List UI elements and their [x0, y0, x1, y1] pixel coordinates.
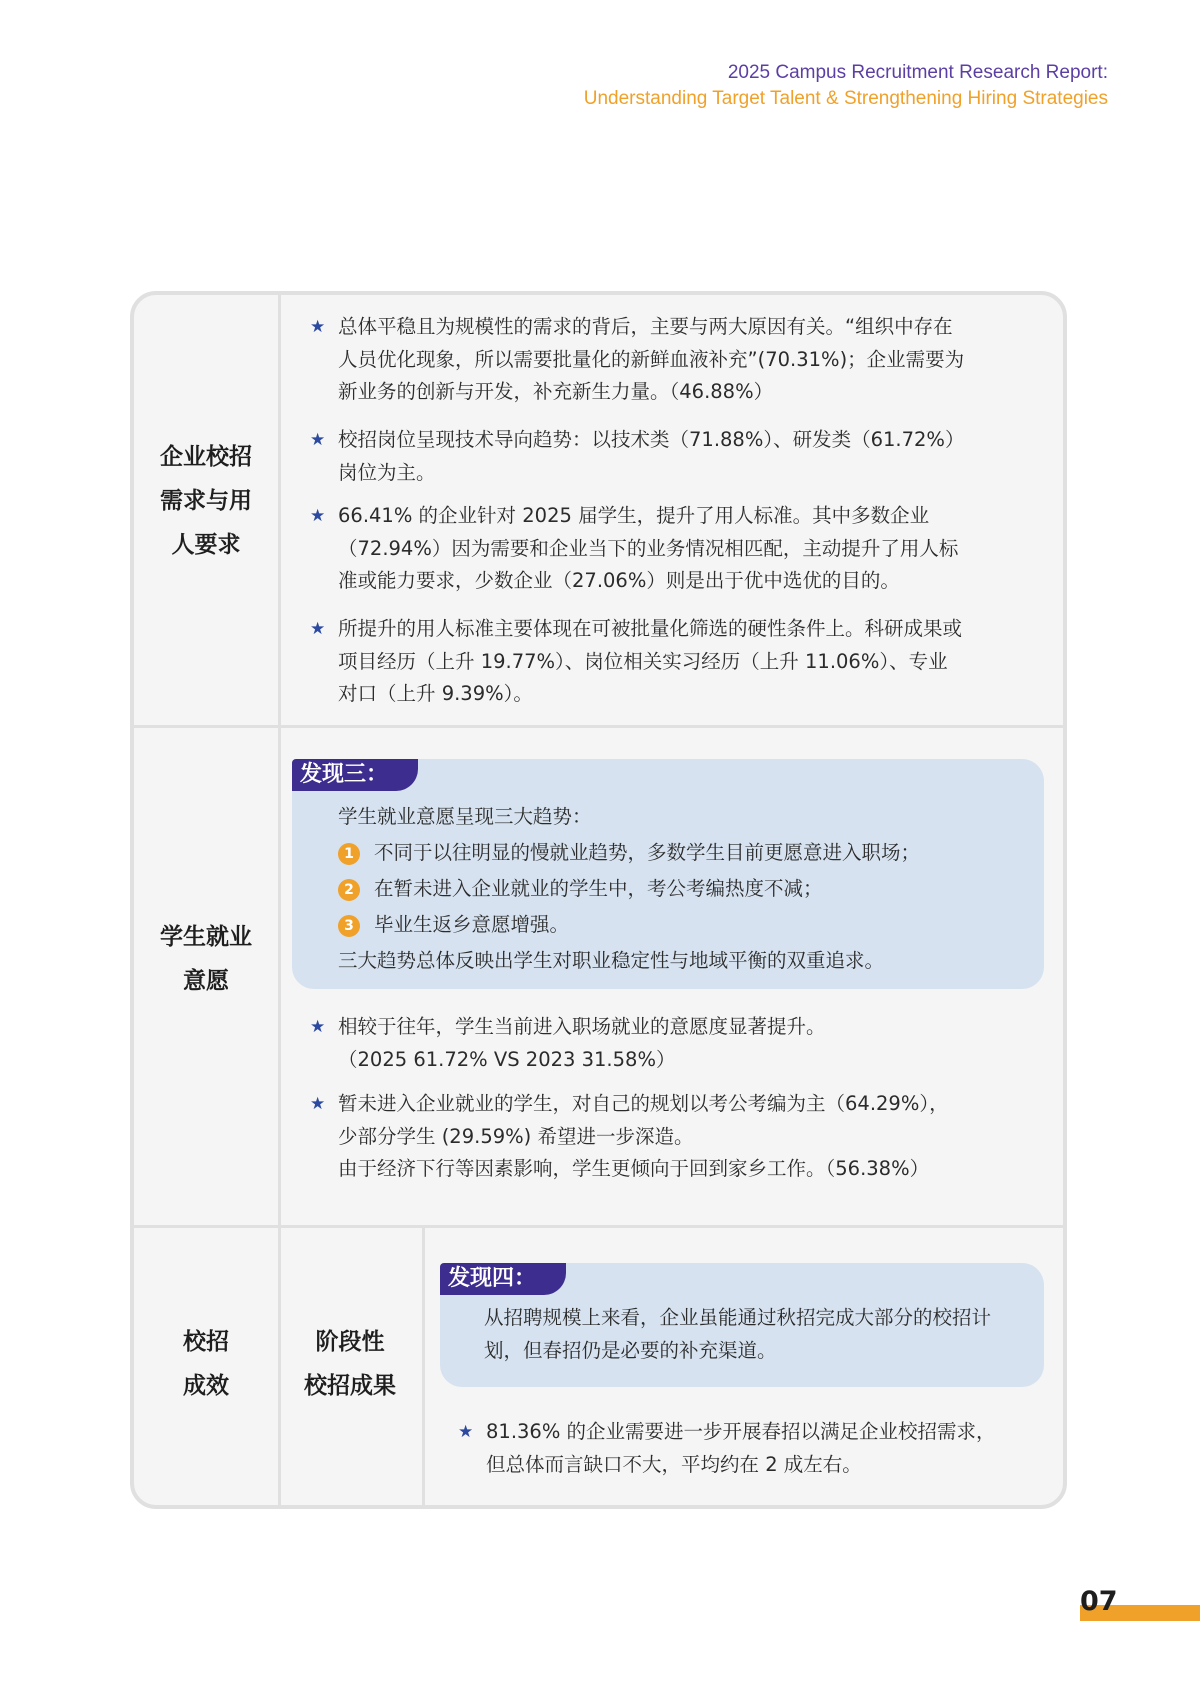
finding-item-text: 不同于以往明显的慢就业趋势，多数学生目前更愿意进入职场； — [374, 841, 921, 864]
finding-three-tag: 发现三： — [292, 759, 418, 791]
summary-table — [130, 291, 1067, 1509]
finding-four-box — [440, 1263, 1044, 1387]
star-icon: ★ — [310, 1094, 326, 1114]
bullet-text: 暂未进入企业就业的学生，对自己的规划以考公考编为主（64.29%）， 少部分学生 (29.59%) 希望进一步深造。 由于经济下行等因素影响，学生更倾向于回到家乡工作。（56.38%） — [338, 1092, 949, 1180]
bullet-text: 相较于往年，学生当前进入职场就业的意愿度显著提升。 （2025 61.72% VS 2023 31.58%） — [338, 1015, 826, 1071]
finding-three-item-1 — [338, 835, 920, 871]
header-title-line1: 2025 Campus Recruitment Research Report: — [727, 62, 1108, 83]
header-title-line2: Understanding Target Talent & Strengthening Hiring Strategies — [583, 88, 1108, 109]
star-icon: ★ — [310, 317, 326, 337]
row-divider-1 — [134, 725, 1063, 728]
row-label-student-willingness: 学生就业 意愿 — [160, 924, 252, 994]
bullet-text: 校招岗位呈现技术导向趋势：以技术类（71.88%）、研发类（61.72%） 岗位为主。 — [338, 428, 965, 484]
star-icon: ★ — [310, 506, 326, 526]
star-icon: ★ — [458, 1422, 474, 1442]
row-label-recruitment-results: 校招 成效 — [183, 1329, 229, 1399]
number-badge-1: 1 — [338, 843, 360, 865]
sub-label-stage-results: 阶段性 校招成果 — [304, 1329, 396, 1399]
finding-three-item-2 — [338, 871, 823, 907]
number-badge-3: 3 — [338, 915, 360, 937]
bullet-text: 所提升的用人标准主要体现在可被批量化筛选的硬性条件上。科研成果或 项目经历（上升 19.77%）、岗位相关实习经历（上升 11.06%）、专业 对口（上升 9.39%）。 — [338, 617, 963, 705]
bullet-text: 总体平稳且为规模性的需求的背后，主要与两大原因有关。“组织中存在 人员优化现象，所以需要批量化的新鲜血液补充”(70.31%)；企业需要为 新业务的创新与开发，补充新生力量。（46.88%） — [338, 315, 965, 403]
finding-item-text: 在暂未进入企业就业的学生中，考公考编热度不减； — [374, 877, 823, 900]
row-label-enterprise-demand: 企业校招 需求与用 人要求 — [160, 444, 252, 558]
finding-four-text: 从招聘规模上来看，企业虽能通过秋招完成大部分的校招计 划，但春招仍是必要的补充渠道。 — [484, 1306, 992, 1362]
bullet-text: 66.41% 的企业针对 2025 届学生，提升了用人标准。其中多数企业 （72.94%）因为需要和企业当下的业务情况相匹配，主动提升了用人标 准或能力要求，少数企业（27.06%）则是出于优中选优的目的。 — [338, 504, 959, 592]
row-divider-2 — [134, 1225, 1063, 1228]
report-header — [584, 60, 1108, 112]
finding-three-summary: 三大趋势总体反映出学生对职业稳定性与地域平衡的双重追求。 — [338, 949, 885, 972]
bullet-text: 81.36% 的企业需要进一步开展春招以满足企业校招需求， 但总体而言缺口不大，平均约在 2 成左右。 — [486, 1420, 996, 1476]
finding-three-intro: 学生就业意愿呈现三大趋势： — [338, 805, 592, 828]
page-number: 07 — [1080, 1586, 1118, 1617]
finding-item-text: 毕业生返乡意愿增强。 — [374, 913, 570, 936]
finding-four-tag: 发现四： — [440, 1263, 566, 1295]
star-icon: ★ — [310, 1017, 326, 1037]
finding-three-box — [292, 759, 1044, 989]
column-divider-sub — [422, 1225, 425, 1509]
star-icon: ★ — [310, 430, 326, 450]
finding-three-item-3 — [338, 907, 569, 943]
star-icon: ★ — [310, 619, 326, 639]
number-badge-2: 2 — [338, 879, 360, 901]
